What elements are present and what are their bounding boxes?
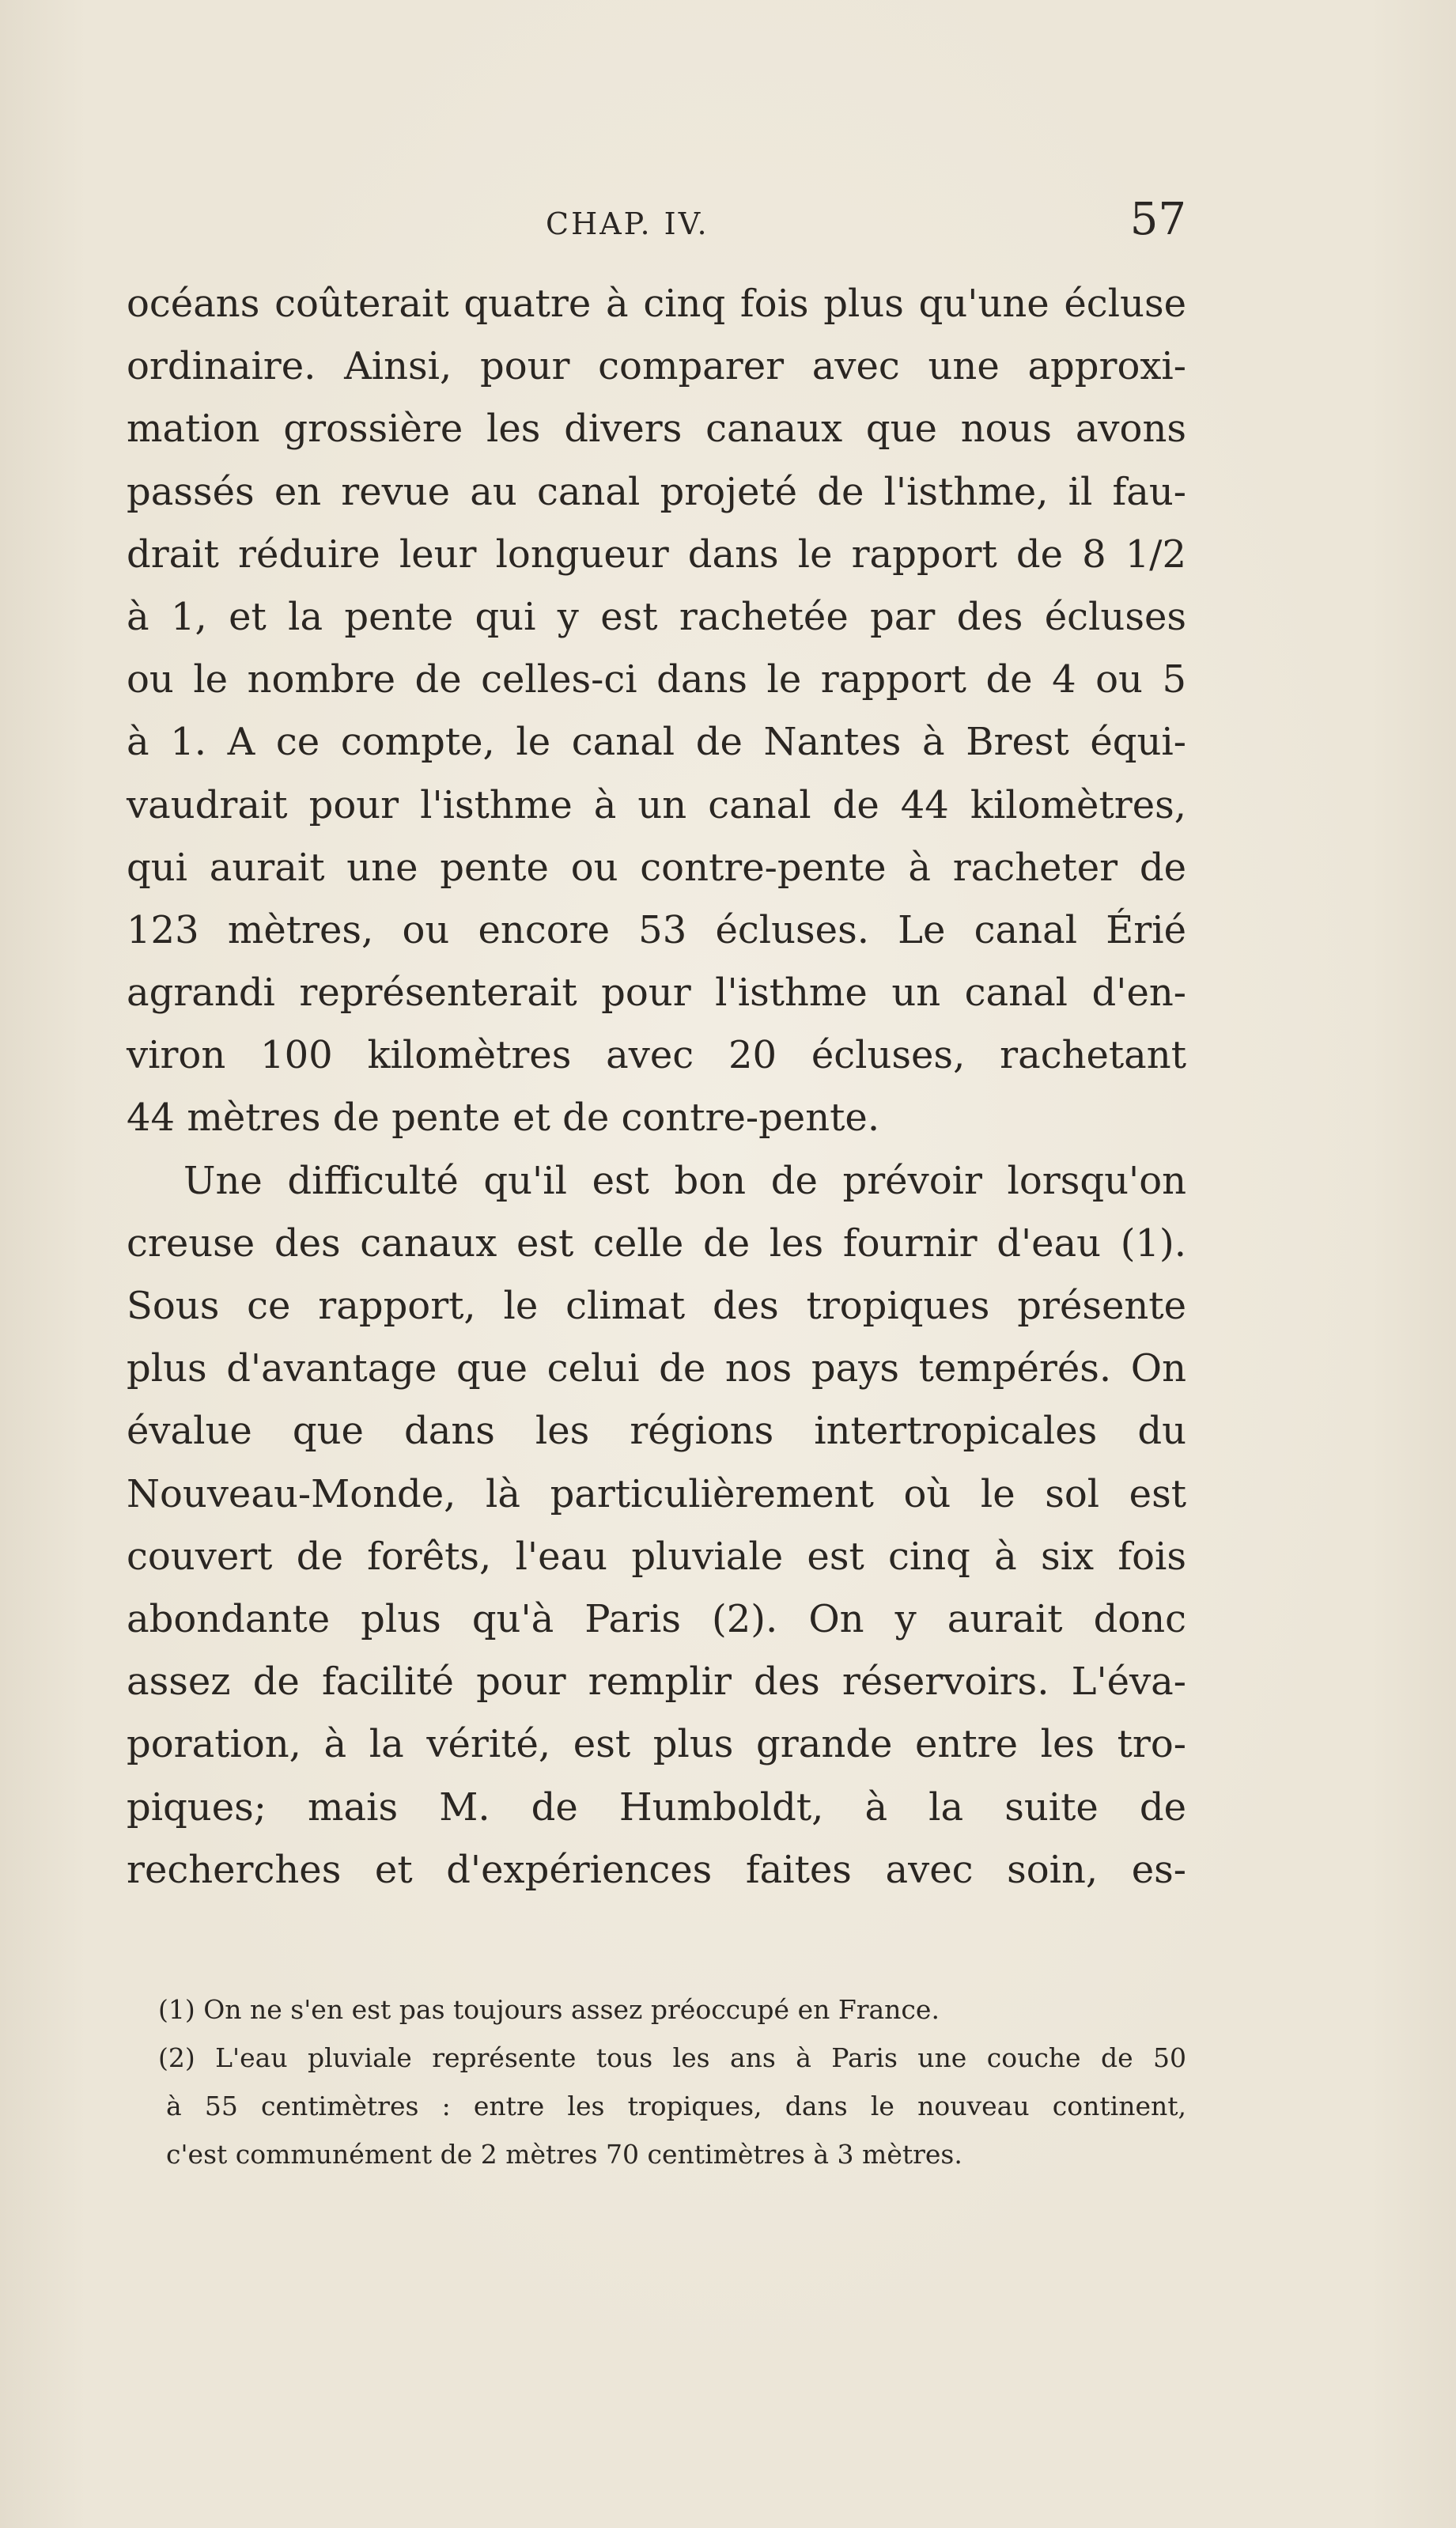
running-head: CHAP. IV. [546,206,709,241]
text-line: passés en revue au canal projeté de l'isthme, il fau- [127,469,1186,514]
paragraph [127,273,1186,1150]
footnotes [158,1985,1186,2178]
footnote [158,1985,1186,2034]
text-line: Sous ce rapport, le climat des tropiques présente [127,1284,1186,1328]
main-text [127,273,1186,1902]
footnote [158,2034,1186,2178]
text-line: évalue que dans les régions intertropicales du [127,1409,1186,1454]
text-line: piques; mais M. de Humboldt, à la suite de [127,1784,1186,1830]
text-line: océans coûterait quatre à cinq fois plus qu'une écluse [127,282,1186,326]
footnote-line: c'est communément de 2 mètres 70 centimètres à 3 mètres. [166,2139,962,2170]
text-line: ordinaire. Ainsi, pour comparer avec une approxi- [127,344,1186,389]
text-line: ou le nombre de celles-ci dans le rapport de 4 ou 5 [127,657,1186,702]
text-line: drait réduire leur longueur dans le rapport de 8 1/2 [127,532,1186,577]
page-header [127,194,1186,257]
text-line: à 1, et la pente qui y est rachetée par des écluses [127,594,1186,639]
text-line: Nouveau-Monde, là particulièrement où le sol est [127,1471,1186,1516]
text-line: 44 mètres de pente et de contre-pente. [127,1096,880,1141]
text-line: Une difficulté qu'il est bon de prévoir lorsqu'on [183,1158,1186,1203]
page-number: 57 [1129,194,1186,245]
text-line: viron 100 kilomètres avec 20 écluses, rachetant [127,1033,1186,1078]
text-line: abondante plus qu'à Paris (2). On y aurait donc [127,1596,1186,1641]
text-line: assez de facilité pour remplir des réservoirs. L'éva- [127,1659,1186,1705]
text-line: poration, à la vérité, est plus grande entre les tro- [127,1722,1186,1767]
text-line: couvert de forêts, l'eau pluviale est cinq à six fois [127,1534,1186,1579]
text-line: plus d'avantage que celui de nos pays tempérés. On [127,1346,1186,1391]
text-line: qui aurait une pente ou contre-pente à racheter de [127,845,1186,890]
text-line: 123 mètres, ou encore 53 écluses. Le canal Érié [127,907,1186,952]
footnote-line: (2) L'eau pluviale représente tous les ans à Paris une couche de 50 [158,2042,1186,2073]
footnote-line: à 55 centimètres : entre les tropiques, dans le nouveau continent, [166,2091,1186,2121]
text-line: à 1. A ce compte, le canal de Nantes à Brest équi- [127,720,1186,765]
footnote-line: (1) On ne s'en est pas toujours assez préoccupé en France. [158,1994,940,2025]
text-line: creuse des canaux est celle de les fournir d'eau (1). [127,1220,1186,1266]
text-line: mation grossière les divers canaux que nous avons [127,407,1186,452]
text-line: recherches et d'expériences faites avec soin, es- [127,1847,1186,1892]
text-line: agrandi représenterait pour l'isthme un canal d'en- [127,971,1186,1016]
text-line: vaudrait pour l'isthme à un canal de 44 kilomètres, [127,782,1186,827]
paragraph [127,1150,1186,1902]
